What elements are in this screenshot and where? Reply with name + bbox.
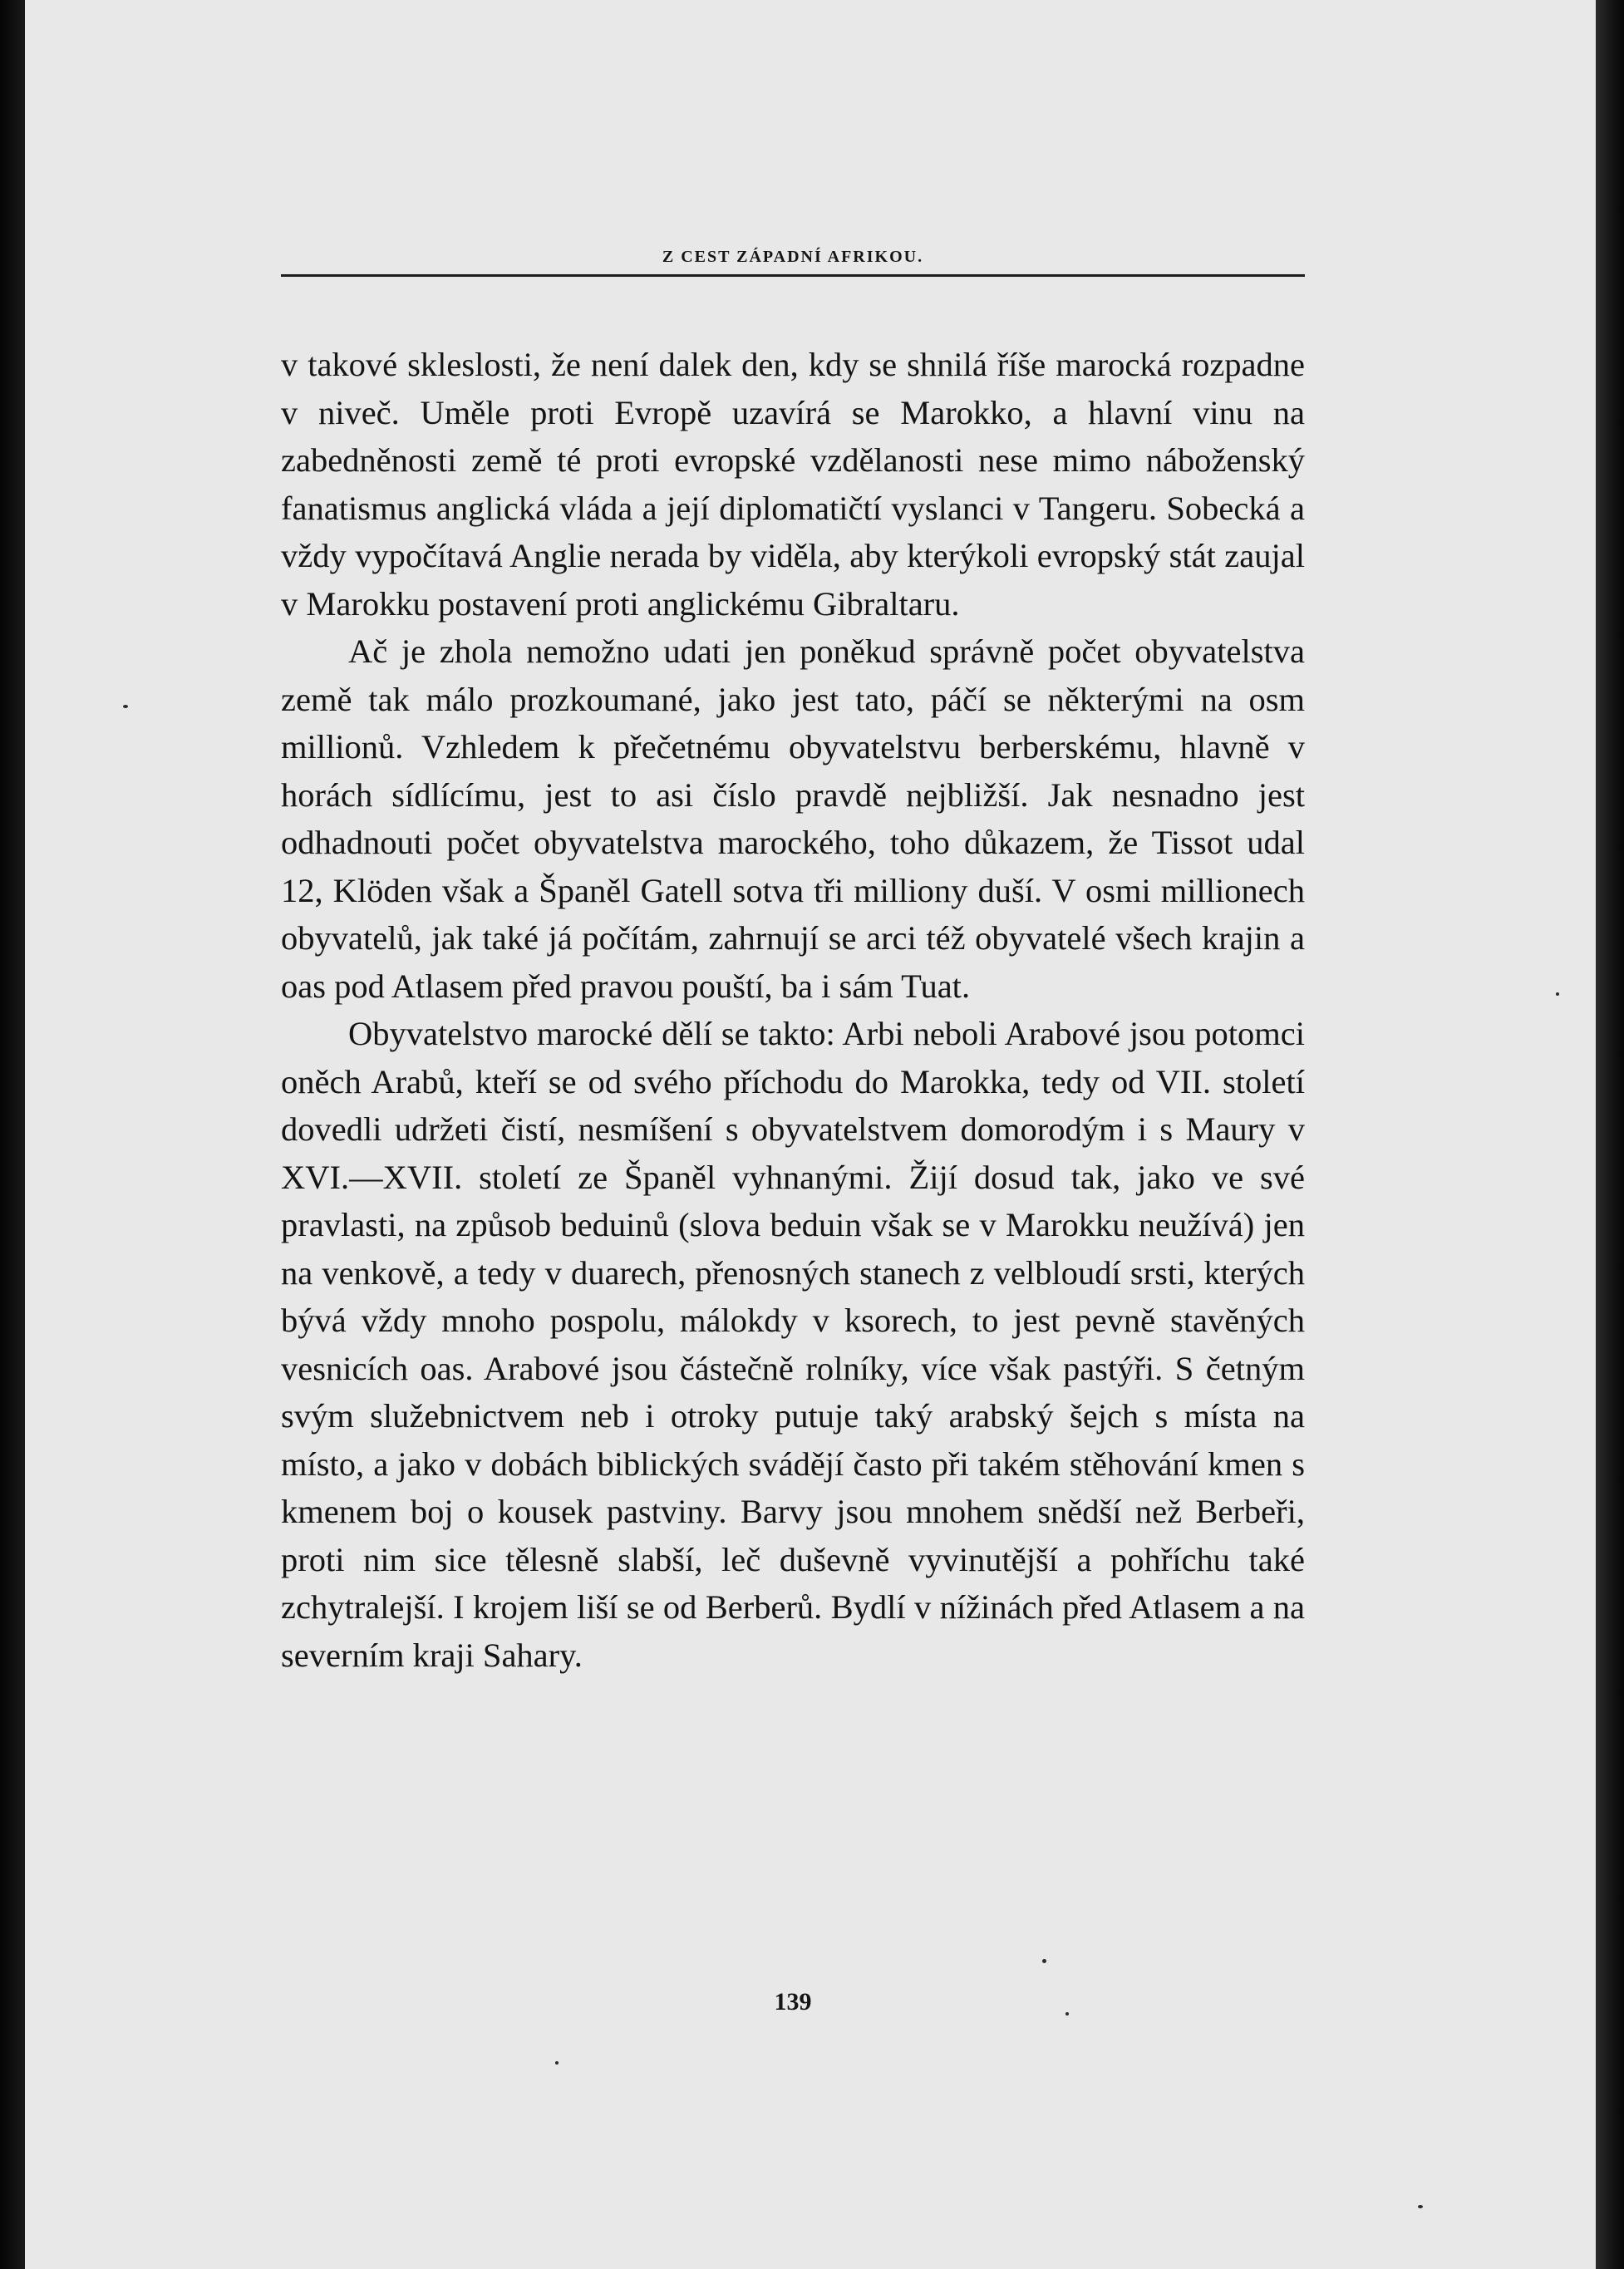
scan-border-right	[1596, 0, 1624, 2269]
page-number: 139	[774, 1988, 812, 2016]
scan-speck	[1065, 2012, 1069, 2016]
book-page	[25, 0, 1596, 2269]
body-text	[281, 341, 1305, 1679]
scan-speck	[555, 2061, 559, 2065]
scan-speck	[1042, 1959, 1046, 1963]
header-rule	[281, 274, 1305, 277]
scan-speck	[1556, 992, 1559, 996]
running-title: Z CEST ZÁPADNÍ AFRIKOU.	[662, 248, 924, 266]
paragraph-2: Ač je zhola nemožno udati jen poněkud správně počet obyvatelstva země tak málo prozkoumané, jako jest tato, páčí se některými na osm millionů. Vzhledem k přečetnému obyvatelstvu berberskému, hlavně v horách sídlícímu, jest to asi číslo pravdě nejbližší. Jak nesnadno jest odhadnouti počet obyvatelstva marockého, toho důkazem, že Tissot udal 12, Klöden však a Španěl Gatell sotva tři milliony duší. V osmi millionech obyvatelů, jak také já počítám, zahrnují se arci též obyvatelé všech krajin a oas pod Atlasem před pravou pouští, ba i sám Tuat.	[281, 632, 1305, 1005]
running-header	[281, 246, 1305, 279]
scan-speck	[1418, 2205, 1423, 2208]
paragraph-3: Obyvatelstvo marocké dělí se takto: Arbi neboli Arabové jsou potomci oněch Arabů, kteří se od svého příchodu do Marokka, tedy od VII. století dovedli udržeti čistí, nesmíšení s obyvatelstvem domorodým i s Maury v XVI.—XVII. století ze Španěl vyhnanými. Žijí dosud tak, jako ve své pravlasti, na způsob beduinů (slova beduin však se v Marokku neužívá) jen na venkově, a tedy v duarech, přenosných stanech z velbloudí srsti, kterých bývá vždy mnoho pospolu, málokdy v ksorech, to jest pevně stavěných vesnicích oas. Arabové jsou částečně rolníky, více však pastýři. S četným svým služebnictvem neb i otroky putuje taký arabský šejch s místa na místo, a jako v dobách biblických svádějí často při takém stěhování kmen s kmenem boj o kousek pastviny. Barvy jsou mnohem snědší než Berbeři, proti nim sice tělesně slabší, leč duševně vyvinutější a pohříchu také zchytralejší. I krojem liší se od Berberů. Bydlí v nížinách před Atlasem a na severním kraji Sahary.	[281, 1015, 1305, 1674]
scan-speck	[123, 705, 128, 708]
paragraph-1: v takové skleslosti, že není dalek den, kdy se shnilá říše marocká rozpadne v niveč. Uměle proti Evropě uzavírá se Marokko, a hlavní vinu na zabedněnosti země té proti evropské vzdělanosti nese mimo náboženský fanatismus anglická vláda a její diplomatičtí vyslanci v Tangeru. Sobecká a vždy vypočítavá Anglie nerada by viděla, aby kterýkoli evropský stát zaujal v Marokku postavení proti anglickému Gibraltaru.	[281, 346, 1305, 623]
scan-border-left	[0, 0, 25, 2269]
